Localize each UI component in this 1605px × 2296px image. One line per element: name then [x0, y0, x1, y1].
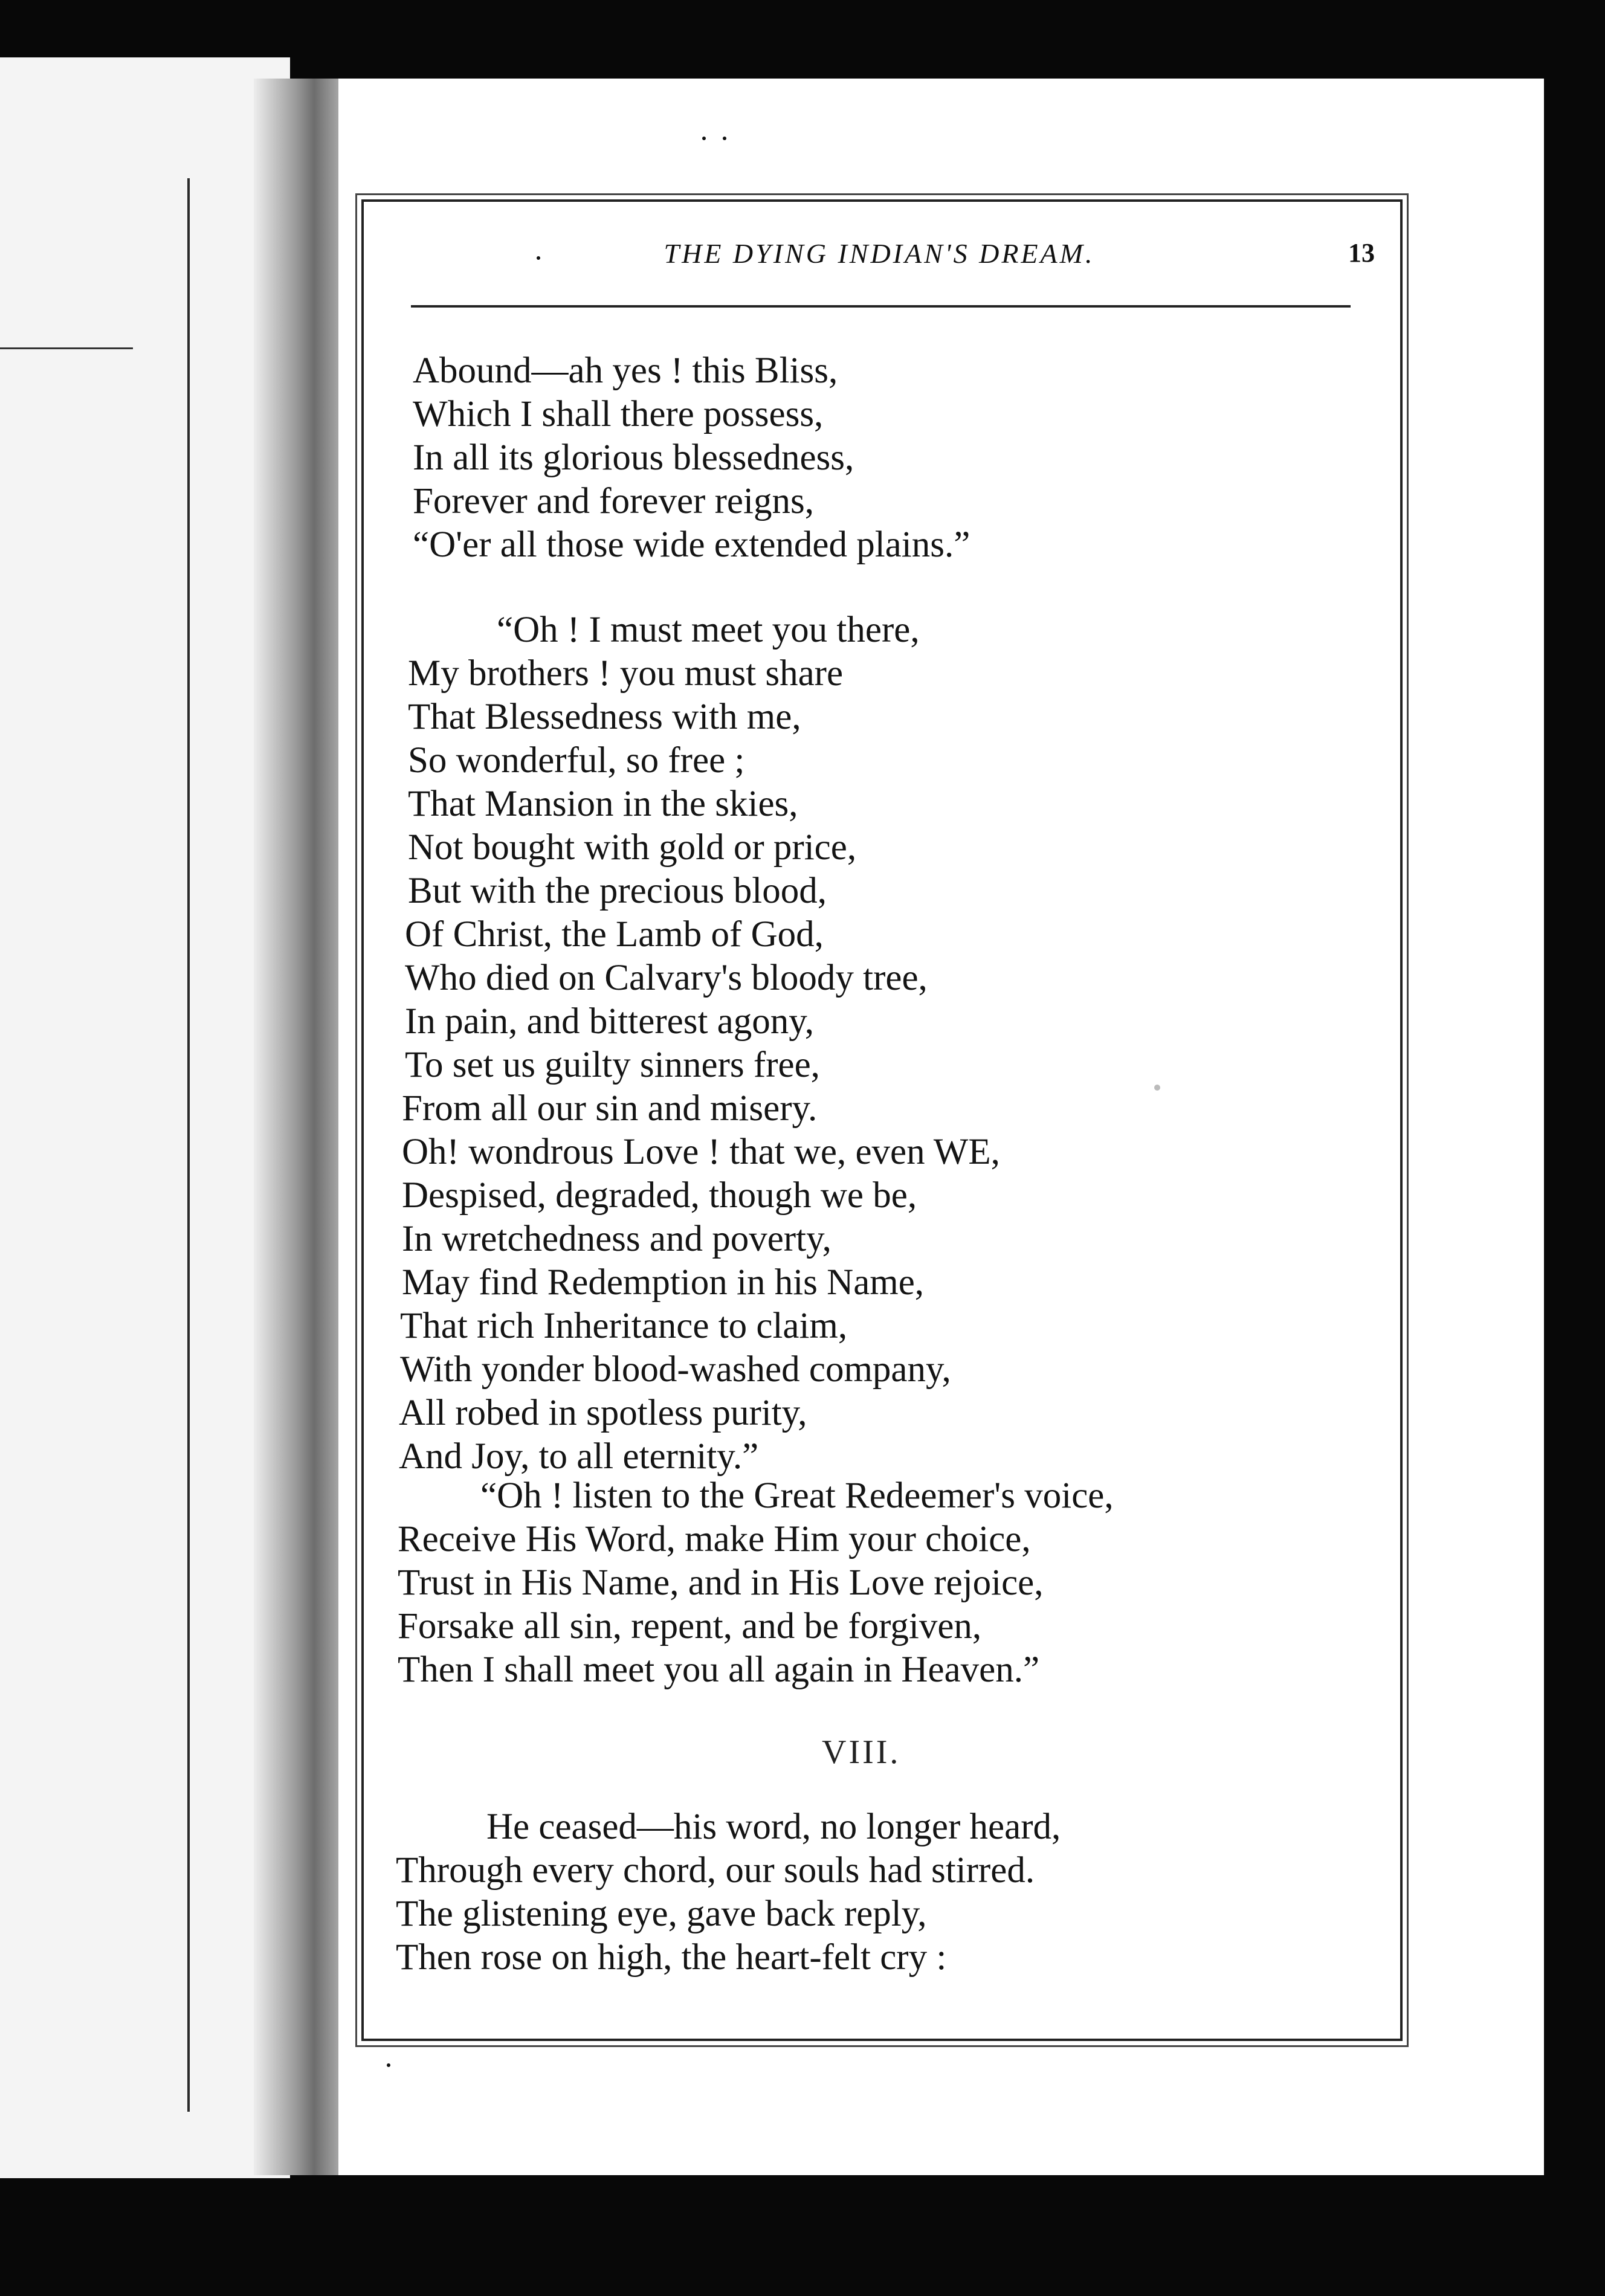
poem-line: That rich Inheritance to claim,: [400, 1306, 848, 1346]
poem-line: So wonderful, so free ;: [408, 740, 745, 781]
poem-line: All robed in spotless purity,: [399, 1393, 807, 1433]
poem-line: Oh! wondrous Love ! that we, even WE,: [402, 1132, 1000, 1172]
poem-line: May find Redemption in his Name,: [402, 1262, 925, 1303]
scan-mark: [702, 137, 706, 140]
poem-line: “O'er all those wide extended plains.”: [413, 524, 970, 565]
poem-line: Which I shall there possess,: [413, 394, 824, 434]
poem-line: The glistening eye, gave back reply,: [396, 1894, 927, 1934]
poem-line: That Blessedness with me,: [408, 697, 801, 737]
poem-line: In pain, and bitterest agony,: [405, 1001, 815, 1042]
poem-line: Abound—ah yes ! this Bliss,: [413, 350, 838, 391]
poem-line: “Oh ! listen to the Great Redeemer's voice,: [480, 1475, 1114, 1516]
poem-line: From all our sin and misery.: [402, 1088, 818, 1129]
scan-mark: [723, 137, 726, 140]
poem-line: Forever and forever reigns,: [413, 481, 814, 521]
poem-line: Not bought with gold or price,: [408, 827, 857, 868]
poem-line: Through every chord, our souls had stirred.: [396, 1850, 1035, 1891]
poem-line: With yonder blood-washed company,: [400, 1349, 951, 1390]
poem-line: In wretchedness and poverty,: [402, 1219, 832, 1259]
facing-page-rule: [0, 347, 133, 349]
facing-page: [0, 57, 290, 2178]
poem-line: Then rose on high, the heart-felt cry :: [396, 1937, 947, 1978]
page-number: 13: [1348, 238, 1375, 268]
poem-line: And Joy, to all eternity.”: [399, 1436, 759, 1477]
poem-line: Trust in His Name, and in His Love rejoice,: [398, 1562, 1044, 1603]
poem-line: Then I shall meet you all again in Heaven.”: [398, 1649, 1040, 1690]
poem-line: “Oh ! I must meet you there,: [497, 610, 920, 650]
header-rule: [411, 305, 1351, 308]
scan-mark: [537, 256, 540, 260]
poem-line: Who died on Calvary's bloody tree,: [405, 958, 928, 998]
poem-line: But with the precious blood,: [408, 871, 827, 911]
poem-line: Despised, degraded, though we be,: [402, 1175, 917, 1216]
poem-line: That Mansion in the skies,: [408, 784, 798, 824]
poem-line: He ceased—his word, no longer heard,: [486, 1807, 1061, 1847]
paper-speck: [1154, 1085, 1160, 1091]
running-head: THE DYING INDIAN'S DREAM.: [664, 238, 1095, 269]
facing-page-frame: [0, 178, 190, 2112]
poem-line: Of Christ, the Lamb of God,: [405, 914, 824, 955]
poem-line: Forsake all sin, repent, and be forgiven,: [398, 1606, 982, 1646]
poem-line: To set us guilty sinners free,: [405, 1045, 820, 1085]
section-heading: VIII.: [822, 1733, 901, 1771]
poem-line: My brothers ! you must share: [408, 653, 844, 694]
poem-line: In all its glorious blessedness,: [413, 437, 854, 478]
scan-mark: [387, 2063, 390, 2067]
poem-line: Receive His Word, make Him your choice,: [398, 1519, 1031, 1559]
